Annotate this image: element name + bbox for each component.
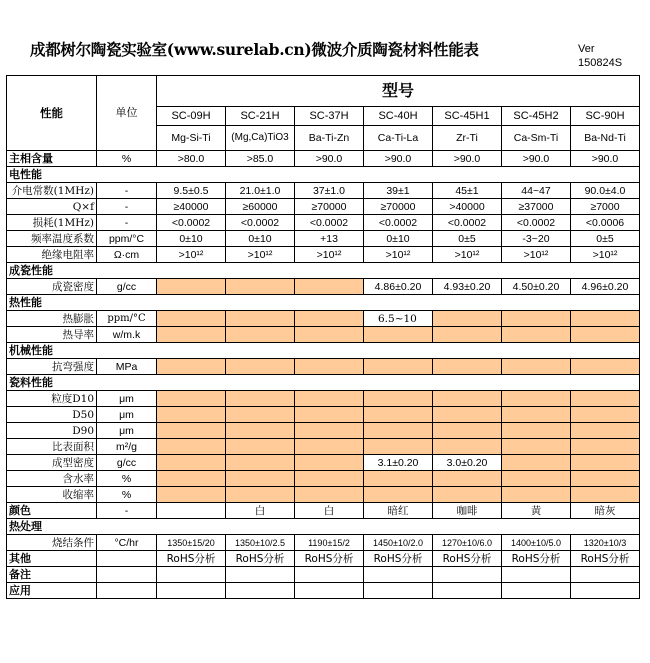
value-cell [502,327,571,343]
section-fill [97,343,640,359]
value-cell: 1320±10/3 [571,535,640,551]
value-cell [571,471,640,487]
row-label: 烧结条件 [7,535,97,551]
row-d10 [7,391,640,407]
value-cell [433,487,502,503]
value-cell: >90.0 [571,151,640,167]
value-cell [226,439,295,455]
value-cell [226,311,295,327]
value-cell: RoHS分析 [364,551,433,567]
unit-cell: μm [97,407,157,423]
empty-cell [226,583,295,599]
unit-cell: g/cc [97,455,157,471]
value-cell: 4.93±0.20 [433,279,502,295]
value-cell [571,391,640,407]
value-cell: RoHS分析 [295,551,364,567]
empty-cell [433,583,502,599]
value-cell [157,439,226,455]
value-cell: 0±10 [364,231,433,247]
value-cell: 1350±15/20 [157,535,226,551]
value-cell [157,311,226,327]
value-cell: >80.0 [157,151,226,167]
row-other [7,551,640,567]
value-cell [226,423,295,439]
value-cell [226,455,295,471]
value-cell [295,327,364,343]
value-cell [157,455,226,471]
row-remarks [7,567,640,583]
row-surface-area [7,439,640,455]
value-cell [364,423,433,439]
value-cell: ≥70000 [295,199,364,215]
value-cell: >10¹² [364,247,433,263]
value-cell: 21.0±1.0 [226,183,295,199]
value-cell: >90.0 [433,151,502,167]
value-cell [295,455,364,471]
value-cell: 9.5±0.5 [157,183,226,199]
value-cell [502,471,571,487]
unit-cell: °C/hr [97,535,157,551]
row-moisture [7,471,640,487]
unit-cell: μm [97,423,157,439]
value-cell [571,455,640,471]
row-label: 其他 [7,551,97,567]
value-cell: >10¹² [571,247,640,263]
section-label: 热性能 [7,295,97,311]
value-cell [157,327,226,343]
value-cell [295,471,364,487]
row-electrical [7,167,640,183]
row-label: 收缩率 [7,487,97,503]
value-cell: ≥37000 [502,199,571,215]
row-sintering [7,535,640,551]
value-cell [226,487,295,503]
value-cell: ≥40000 [157,199,226,215]
header-unit: 单位 [97,76,157,151]
value-cell [571,359,640,375]
value-cell [157,487,226,503]
value-cell [157,359,226,375]
value-cell: 0±10 [226,231,295,247]
row-mechanical [7,343,640,359]
value-cell [157,503,226,519]
value-cell [502,359,571,375]
value-cell: ≥70000 [364,199,433,215]
row-label: 频率温度系数 [7,231,97,247]
row-loss [7,215,640,231]
row-shrinkage [7,487,640,503]
row-label: 损耗(1MHz) [7,215,97,231]
value-cell: ≥7000 [571,199,640,215]
value-cell: 暗红 [364,503,433,519]
value-cell [226,391,295,407]
value-cell: 45±1 [433,183,502,199]
value-cell [571,407,640,423]
row-label: 含水率 [7,471,97,487]
value-cell [571,327,640,343]
value-cell [364,439,433,455]
value-cell [157,407,226,423]
value-cell: >10¹² [226,247,295,263]
value-cell [295,279,364,295]
row-label: 备注 [7,567,97,583]
value-cell: <0.0002 [502,215,571,231]
section-label: 电性能 [7,167,97,183]
row-dielectric [7,183,640,199]
value-cell: 4.50±0.20 [502,279,571,295]
value-cell: 1400±10/5.0 [502,535,571,551]
model-code-4: SC-45H1 [433,107,502,126]
value-cell [364,487,433,503]
header-property: 性能 [7,76,97,151]
section-fill [97,167,640,183]
value-cell [226,327,295,343]
unit-cell: g/cc [97,279,157,295]
page-title: 成都树尔陶瓷实验室(www.surelab.cn)微波介质陶瓷材料性能表 [30,40,479,59]
value-cell: 90.0±4.0 [571,183,640,199]
material-5: Ca-Sm-Ti [502,126,571,151]
value-cell [571,423,640,439]
value-cell: >10¹² [157,247,226,263]
unit-cell: MPa [97,359,157,375]
row-resistivity [7,247,640,263]
unit-cell [97,551,157,567]
value-cell: 1270±10/6.0 [433,535,502,551]
value-cell [364,327,433,343]
value-cell: 黄 [502,503,571,519]
model-code-1: SC-21H [226,107,295,126]
value-cell: 37±1.0 [295,183,364,199]
value-cell [502,423,571,439]
model-code-2: SC-37H [295,107,364,126]
row-label: 抗弯强度 [7,359,97,375]
row-thermal [7,295,640,311]
value-cell: >10¹² [433,247,502,263]
row-flexural [7,359,640,375]
header-model: 型号 [157,76,640,107]
value-cell [226,359,295,375]
value-cell [295,423,364,439]
unit-cell: - [97,503,157,519]
row-label: 颜色 [7,503,97,519]
value-cell [571,487,640,503]
row-label: Q×f [7,199,97,215]
value-cell: <0.0002 [364,215,433,231]
empty-cell [226,567,295,583]
value-cell: <0.0002 [295,215,364,231]
value-cell [226,407,295,423]
value-cell: -3~20 [502,231,571,247]
value-cell: <0.0006 [571,215,640,231]
material-3: Ca-Ti-La [364,126,433,151]
row-label: 成型密度 [7,455,97,471]
value-cell [502,311,571,327]
value-cell: 白 [226,503,295,519]
value-cell [295,487,364,503]
value-cell [433,327,502,343]
row-label: 绝缘电阻率 [7,247,97,263]
empty-cell [295,567,364,583]
row-label: 成瓷密度 [7,279,97,295]
value-cell [295,439,364,455]
value-cell [295,391,364,407]
value-cell: RoHS分析 [226,551,295,567]
material-6: Ba-Nd-Ti [571,126,640,151]
value-cell [157,423,226,439]
row-color [7,503,640,519]
material-1: (Mg,Ca)TiO3 [226,126,295,151]
row-heat-treatment [7,519,640,535]
value-cell [295,311,364,327]
value-cell: 1190±15/2 [295,535,364,551]
value-cell: 1450±10/2.0 [364,535,433,551]
value-cell: 1350±10/2.5 [226,535,295,551]
section-label: 机械性能 [7,343,97,359]
model-code-6: SC-90H [571,107,640,126]
value-cell: 44~47 [502,183,571,199]
empty-cell [364,567,433,583]
unit-cell: μm [97,391,157,407]
row-application [7,583,640,599]
value-cell: RoHS分析 [571,551,640,567]
unit-cell: % [97,471,157,487]
row-label: D50 [7,407,97,423]
value-cell: 0±5 [571,231,640,247]
value-cell: 39±1 [364,183,433,199]
value-cell [364,391,433,407]
value-cell [502,391,571,407]
row-main-phase [7,151,640,167]
value-cell: <0.0002 [433,215,502,231]
properties-table [6,75,640,599]
value-cell [502,407,571,423]
row-label: 介电常数(1MHz) [7,183,97,199]
value-cell [364,407,433,423]
empty-cell [571,567,640,583]
empty-cell [364,583,433,599]
empty-cell [97,583,157,599]
value-cell [433,407,502,423]
empty-cell [97,567,157,583]
value-cell [157,471,226,487]
version-prefix: Ver [578,43,595,55]
value-cell [433,439,502,455]
row-thermal-expansion [7,311,640,327]
value-cell: ≥60000 [226,199,295,215]
row-label: 应用 [7,583,97,599]
header-row-model [7,76,640,107]
model-code-3: SC-40H [364,107,433,126]
unit-cell: - [97,183,157,199]
section-fill [97,295,640,311]
value-cell [433,423,502,439]
value-cell: 0±5 [433,231,502,247]
row-d90 [7,423,640,439]
value-cell: <0.0002 [157,215,226,231]
row-green-density [7,455,640,471]
value-cell [157,279,226,295]
empty-cell [157,567,226,583]
row-qf [7,199,640,215]
material-4: Zr-Ti [433,126,502,151]
value-cell: 3.0±0.20 [433,455,502,471]
version-label [578,42,622,70]
value-cell: >10¹² [502,247,571,263]
value-cell: 4.96±0.20 [571,279,640,295]
value-cell: RoHS分析 [157,551,226,567]
value-cell: 咖啡 [433,503,502,519]
empty-cell [502,567,571,583]
row-label: 热导率 [7,327,97,343]
value-cell [502,487,571,503]
model-code-5: SC-45H2 [502,107,571,126]
value-cell: 暗灰 [571,503,640,519]
value-cell: <0.0002 [226,215,295,231]
value-cell: 白 [295,503,364,519]
model-code-0: SC-09H [157,107,226,126]
empty-cell [571,583,640,599]
value-cell [157,391,226,407]
material-0: Mg-Si-Ti [157,126,226,151]
row-label: 热膨胀 [7,311,97,327]
section-fill [97,375,640,391]
row-label: D90 [7,423,97,439]
value-cell: >90.0 [364,151,433,167]
unit-cell: m²/g [97,439,157,455]
value-cell [571,439,640,455]
material-2: Ba-Ti-Zn [295,126,364,151]
row-sintered-density [7,279,640,295]
value-cell [295,407,364,423]
value-cell: >10¹² [295,247,364,263]
row-tcf [7,231,640,247]
value-cell [433,311,502,327]
section-fill [97,519,640,535]
unit-cell: ppm/°C [97,311,157,327]
value-cell [502,455,571,471]
value-cell: >40000 [433,199,502,215]
unit-cell: % [97,151,157,167]
empty-cell [433,567,502,583]
row-powder [7,375,640,391]
section-fill [97,263,640,279]
value-cell [433,391,502,407]
unit-cell: Ω·cm [97,247,157,263]
value-cell [571,311,640,327]
version-code: 150824S [578,57,623,69]
value-cell: +13 [295,231,364,247]
value-cell [295,359,364,375]
unit-cell: % [97,487,157,503]
section-label: 成瓷性能 [7,263,97,279]
value-cell: RoHS分析 [433,551,502,567]
row-label: 比表面积 [7,439,97,455]
value-cell: >85.0 [226,151,295,167]
empty-cell [157,583,226,599]
empty-cell [295,583,364,599]
value-cell: RoHS分析 [502,551,571,567]
row-label: 主相含量 [7,151,97,167]
value-cell [364,471,433,487]
row-sintered [7,263,640,279]
value-cell [433,359,502,375]
unit-cell: - [97,199,157,215]
section-label: 热处理 [7,519,97,535]
unit-cell: - [97,215,157,231]
value-cell [226,279,295,295]
value-cell: >90.0 [502,151,571,167]
row-thermal-conductivity [7,327,640,343]
value-cell: 3.1±0.20 [364,455,433,471]
unit-cell: ppm/°C [97,231,157,247]
value-cell: >90.0 [295,151,364,167]
empty-cell [502,583,571,599]
value-cell [502,439,571,455]
row-label: 粒度D10 [7,391,97,407]
row-d50 [7,407,640,423]
value-cell: 4.86±0.20 [364,279,433,295]
value-cell [226,471,295,487]
section-label: 瓷料性能 [7,375,97,391]
value-cell: 0±10 [157,231,226,247]
value-cell [433,471,502,487]
value-cell: 6.5~10 [364,311,433,327]
unit-cell: w/m.k [97,327,157,343]
value-cell [364,359,433,375]
